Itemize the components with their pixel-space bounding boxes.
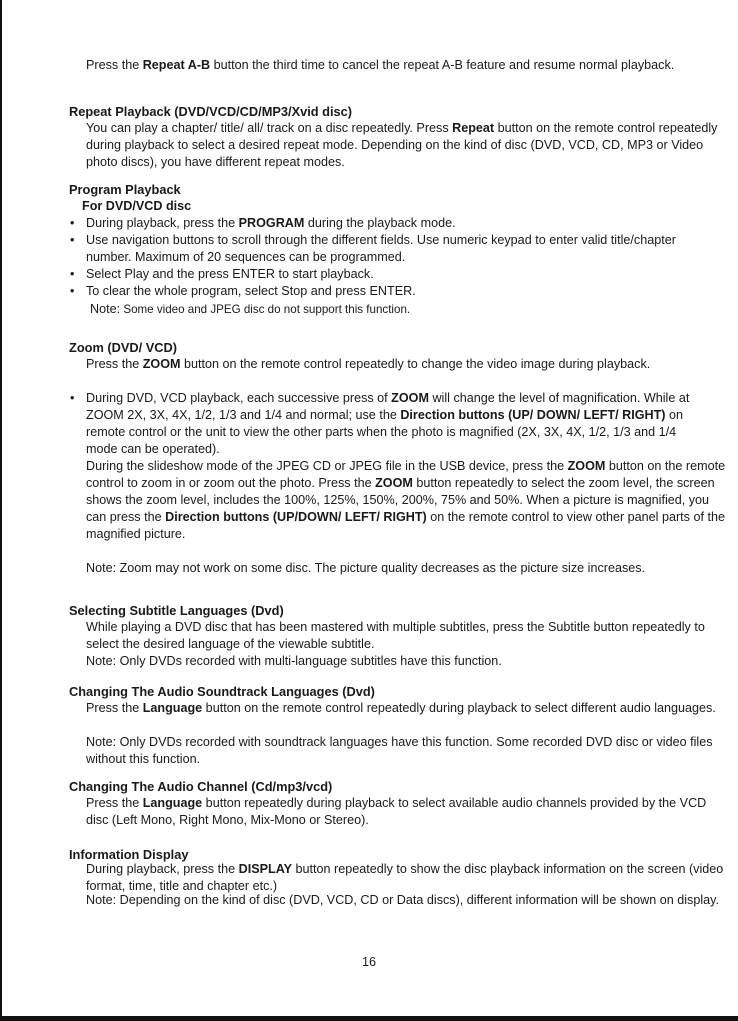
audio-language-text-1: Press the xyxy=(86,701,143,715)
zoom-step-text-1: During DVD, VCD playback, each successive press of xyxy=(86,391,392,405)
info-display-heading: Information Display xyxy=(69,847,189,862)
repeat-playback-button-name: Repeat xyxy=(452,121,495,135)
zoom-slideshow-text-1: During the slideshow mode of the JPEG CD or JPEG file in the USB device, press the xyxy=(86,459,568,473)
program-playback-steps xyxy=(69,215,709,300)
subtitle-note: Note: Only DVDs recorded with multi-language subtitles have this function. xyxy=(86,654,502,668)
repeat-playback-text-2: button on the remote control repeatedly during playback to select a desired repeat mode. Depending on the kind of disc (DVD, VCD, CD, MP3 or Video photo discs), you have different repeat modes. xyxy=(86,121,718,169)
program-note-label: Note: xyxy=(90,302,121,316)
page-border-bottom xyxy=(0,1016,738,1021)
zoom-steps xyxy=(69,390,709,458)
audio-language-button-name: Language xyxy=(142,701,203,715)
audio-channel-text-1: Press the xyxy=(86,796,143,810)
program-step-1-button-name: PROGRAM xyxy=(238,216,305,230)
zoom-intro-text-2: button on the remote control repeatedly to change the video image during playback. xyxy=(180,357,651,371)
audio-channel-text-2: button repeatedly during playback to select available audio channels provided by the VCD disc (Left Mono, Right Mono, Mix-Mono or Stereo). xyxy=(86,796,707,827)
zoom-slideshow-button-1: ZOOM xyxy=(567,459,606,473)
program-step-3: • Select Play and the press ENTER to start playback. xyxy=(69,266,709,283)
info-display-text-2: button repeatedly to show the disc playback information on the screen (video format, time, title and chapter etc.) xyxy=(86,862,724,893)
zoom-step-direction-buttons: Direction buttons (UP/ DOWN/ LEFT/ RIGHT) xyxy=(400,408,666,422)
zoom-heading: Zoom (DVD/ VCD) xyxy=(69,340,178,355)
program-step-2: • Use navigation buttons to scroll through the different fields. Use numeric keypad to enter valid title/chapter number. Maximum of 20 sequences can be programmed. xyxy=(69,232,709,266)
audio-channel-heading: Changing The Audio Channel (Cd/mp3/vcd) xyxy=(69,779,333,794)
repeat-ab-button-name: Repeat A-B xyxy=(142,58,211,72)
zoom-slideshow-direction-buttons: Direction buttons (UP/DOWN/ LEFT/ RIGHT) xyxy=(165,510,427,524)
repeat-playback-heading: Repeat Playback (DVD/VCD/CD/MP3/Xvid disc) xyxy=(69,104,353,119)
zoom-intro-text-1: Press the xyxy=(86,357,143,371)
audio-channel-button-name: Language xyxy=(142,796,203,810)
program-step-1-text-1: During playback, press the xyxy=(86,216,239,230)
info-display-note: Note: Depending on the kind of disc (DVD, VCD, CD or Data discs), different information will be shown on display. xyxy=(86,893,720,907)
page-border-left xyxy=(0,0,2,1021)
info-display-paragraph xyxy=(69,861,726,895)
zoom-slideshow-text-4: on the remote control to view other panel parts of the magnified picture. xyxy=(86,510,725,541)
zoom-step-text-2: will change the level of magnification. While at ZOOM 2X, 3X, 4X, 1/2, 1/3 and 1/4 and normal; use the xyxy=(86,391,690,422)
program-note-text: Some video and JPEG disc do not support this function. xyxy=(120,303,411,316)
page-number: 16 xyxy=(361,955,376,969)
zoom-note: Note: Zoom may not work on some disc. The picture quality decreases as the picture size increases. xyxy=(86,561,646,575)
subtitle-paragraph: While playing a DVD disc that has been mastered with multiple subtitles, press the Subtitle button repeatedly to select the desired language of the viewable subtitle. xyxy=(86,620,705,651)
info-display-button-name: DISPLAY xyxy=(238,862,293,876)
zoom-slideshow-paragraph xyxy=(69,458,726,543)
zoom-slideshow-button-2: ZOOM xyxy=(375,476,413,490)
audio-language-heading: Changing The Audio Soundtrack Languages (Dvd) xyxy=(69,684,375,699)
zoom-slideshow-text-3: button repeatedly to select the zoom level, the screen shows the zoom level, includes the 100%, 125%, 150%, 200%, 75% and 50%. When a picture is magnified, you can press the xyxy=(86,476,715,524)
repeat-ab-text-1: Press the xyxy=(86,58,143,72)
program-playback-note xyxy=(69,301,730,318)
zoom-slideshow-text-2: button on the remote control to zoom in or zoom out the photo. Press the xyxy=(86,459,726,490)
audio-language-text-2: button on the remote control repeatedly during playback to select different audio languages. xyxy=(202,701,716,715)
repeat-ab-text-2: button the third time to cancel the repeat A-B feature and resume normal playback. xyxy=(210,58,675,72)
repeat-ab-paragraph xyxy=(69,57,726,74)
repeat-playback-text-1: You can play a chapter/ title/ all/ track on a disc repeatedly. Press xyxy=(86,121,453,135)
zoom-step-1 xyxy=(69,390,709,458)
program-step-4: • To clear the whole program, select Stop and press ENTER. xyxy=(69,283,709,300)
audio-language-paragraph xyxy=(69,700,726,717)
zoom-intro-button-name: ZOOM xyxy=(142,357,181,371)
zoom-step-text-3: on remote control or the unit to view the other parts when the photo is magnified (2X, 3X, 4X, 1/2, 1/3 and 1/4 mode can be operated). xyxy=(86,408,683,456)
audio-language-note: Note: Only DVDs recorded with soundtrack languages have this function. Some recorded DVD disc or video files without this function. xyxy=(86,735,713,766)
program-step-1 xyxy=(69,215,709,232)
zoom-intro xyxy=(69,356,726,373)
program-step-1-text-2: during the playback mode. xyxy=(304,216,456,230)
program-playback-subheading: For DVD/VCD disc xyxy=(82,199,192,213)
subtitle-heading: Selecting Subtitle Languages (Dvd) xyxy=(69,603,284,618)
info-display-text-1: During playback, press the xyxy=(86,862,239,876)
program-playback-heading: Program Playback xyxy=(69,182,181,197)
audio-channel-paragraph xyxy=(69,795,726,829)
repeat-playback-paragraph xyxy=(69,120,726,171)
zoom-step-button-name: ZOOM xyxy=(391,391,429,405)
